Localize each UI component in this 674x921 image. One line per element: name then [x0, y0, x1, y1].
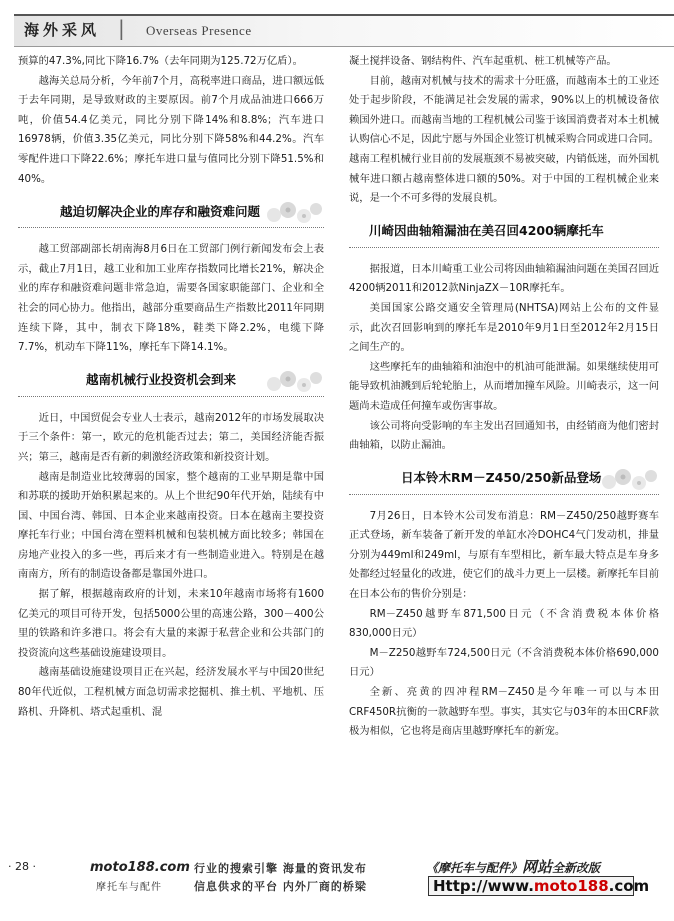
magazine-title-revamp: 全新改版	[552, 861, 601, 875]
paragraph: 这些摩托车的曲轴箱和油泡中的机油可能泄漏。如果继续使用可能导致机油溅到后轮轮胎上，从而增加撞车风险。川崎表示，这一问题尚未造成任何撞车或伤害事故。	[349, 360, 659, 412]
paragraph: 越南是制造业比较薄弱的国家，整个越南的工业早期是靠中国和苏联的援助开始积累起来的。从上个世纪90年代开始，陆续有中国、中国台湾、韩国、日本企业来越南投资。日本在越南主要投资摩托车行业；中国台湾在塑料机械和包装机械方面比较多；韩国在房地产业投入的多一些，再后来才有一些制造业进入。特别是在越南南方，所有的制造设备都是靠国外进口。	[18, 470, 324, 581]
section-heading	[349, 219, 659, 248]
flower-decoration-icon	[262, 201, 324, 225]
footer-logo-site: moto188.com	[90, 860, 190, 875]
paragraph: RM－Z450越野车871,500日元（不含消费税本体价格830,000日元）	[349, 607, 659, 640]
magazine-title-website: 网站	[522, 858, 553, 876]
url-domain: moto188	[533, 877, 609, 895]
footer-logo-name: 摩托车与配件	[96, 882, 162, 893]
paragraph: 目前，越南对机械与技术的需求十分旺盛，而越南本土的工业还处于起步阶段，不能满足社会发展的需求，90%以上的机械设备依赖国外进口。而越南当地的工程机械公司鉴于该国消费者对本土机械认购信心不足，因此宁愿与外国企业签订机械采购合同或进口合同。越南工程机械行业目前的发展瓶颈不易被突破，内销低迷，而外国机械年进口额占越南整体进口额的50%。对于中国的工程机械企业来说，是一个不可多得的发展良机。	[349, 74, 659, 205]
section-name-en: Overseas Presence	[146, 23, 252, 38]
paragraph: 据报道，日本川崎重工业公司将因曲轴箱漏油问题在美国召回近4200辆2011和2012款NinjaZX－10R摩托车。	[349, 262, 659, 295]
url-prefix: Http://www.	[433, 877, 534, 895]
section-title: 日本铃木RM－Z450/250新品登场	[401, 470, 602, 486]
paragraph: 全新、亮黄的四冲程RM－Z450是今年唯一可以与本田CRF450R抗衡的一款越野车型。事实，其实它与03年的本田CRF款极为相似，它也将是商店里越野摩托车的新宠。	[349, 686, 659, 738]
paragraph: 7月26日，日本铃木公司发布消息：RM－Z450/250越野赛车正式登场，新车装备了新开发的单缸水冷DOHC4气门发动机，排量分别为449ml和249ml，与原有车型相比，新车最大特点是车身多处都经过轻量化的改进，使它们的战斗力更上一层楼。新摩托车目前在日本公布的售价分别是：	[349, 509, 659, 601]
page-number: · 28 ·	[8, 860, 36, 873]
paragraph: 据了解，根据越南政府的计划，未来10年越南市场将有1600亿美元的项目可待开发，包括5000公里的高速公路，300－400公里的铁路和许多港口。将会有大量的来源于私营企业和公共部门的投资流向这些基础设施建设项目。	[18, 588, 324, 659]
section-title: 川崎因曲轴箱漏油在美召回4200辆摩托车	[369, 223, 604, 239]
left-column	[18, 52, 324, 722]
section-title: 越迫切解决企业的库存和融资难问题	[60, 203, 261, 219]
paragraph: 近日，中国贸促会专业人士表示，越南2012年的市场发展取决于三个条件：第一，欧元的危机能否过去；第二，美国经济能否振兴；第三，越南是否有新的刺激经济政策和新投资计划。	[18, 411, 324, 463]
page-footer	[0, 842, 674, 921]
website-url[interactable]	[428, 876, 650, 896]
magazine-website-banner	[426, 856, 600, 877]
paragraph: 美国国家公路交通安全管理局(NHTSA)网站上公布的文件显示，此次召回影响到的摩托车是2010年9月1日至2012年2月15日之间生产的。	[349, 301, 659, 354]
paragraph: 越海关总局分析，今年前7个月，高税率进口商品，进口额远低于去年同期，是导致财政的主要原因。前7个月成品油进口666万吨，价值54.4亿美元，同比分别下降14%和8.8%；汽车进口16978辆，价值3.35亿美元，同比分别下降58%和44.2%。汽车零配件进口下降22.6%；摩托车进口量与值同比分别下降51.5%和40%。	[18, 74, 324, 185]
page-header	[0, 14, 674, 44]
section-heading	[18, 199, 324, 228]
header-bar	[14, 14, 674, 47]
paragraph: 凝土搅拌设备、钢结构件、汽车起重机、桩工机械等产品。	[349, 55, 617, 67]
footer-slogan: 行业的搜索引擎 海量的资讯发布	[194, 862, 367, 875]
flower-decoration-icon	[262, 370, 324, 394]
flower-decoration-icon	[597, 468, 659, 492]
footer-slogan: 信息供求的平台 内外厂商的桥梁	[194, 880, 367, 893]
paragraph: 预算的47.3%,同比下降16.7%（去年同期为125.72万亿盾）。	[18, 55, 303, 67]
right-column	[349, 52, 659, 742]
header-separator: |	[118, 16, 125, 40]
url-suffix: .com	[608, 877, 650, 895]
section-heading	[349, 466, 659, 495]
section-name-cn: 海外采风	[24, 21, 101, 39]
paragraph: M－Z250越野车724,500日元（不含消费税本体价格690,000日元）	[349, 646, 659, 679]
section-title: 越南机械行业投资机会到来	[86, 372, 237, 388]
paragraph: 该公司将向受影响的车主发出召回通知书，由经销商为他们密封曲轴箱，以防止漏油。	[349, 419, 659, 452]
section-heading	[18, 368, 324, 397]
paragraph: 越工贸部副部长胡南海8月6日在工贸部门例行新闻发布会上表示，截止7月1日，越工业和加工业库存指数同比增长21%，解决企业的库存和融资难问题非常急迫，需要各国家职能部门、企业和全社会的同心协力。他指出，越部分重要商品生产指数比2011年同期连续下降，其中，制衣下降18%，鞋类下降2.2%，电缆下降7.7%，机动车下降11%，摩托车下降14.1%。	[18, 243, 324, 354]
paragraph: 越南基础设施建设项目正在兴起，经济发展水平与中国20世纪80年代近似，工程机械方面急切需求挖掘机、推土机、平地机、压路机、升降机、塔式起重机、混	[18, 666, 324, 718]
magazine-title: 《摩托车与配件》	[426, 861, 523, 875]
